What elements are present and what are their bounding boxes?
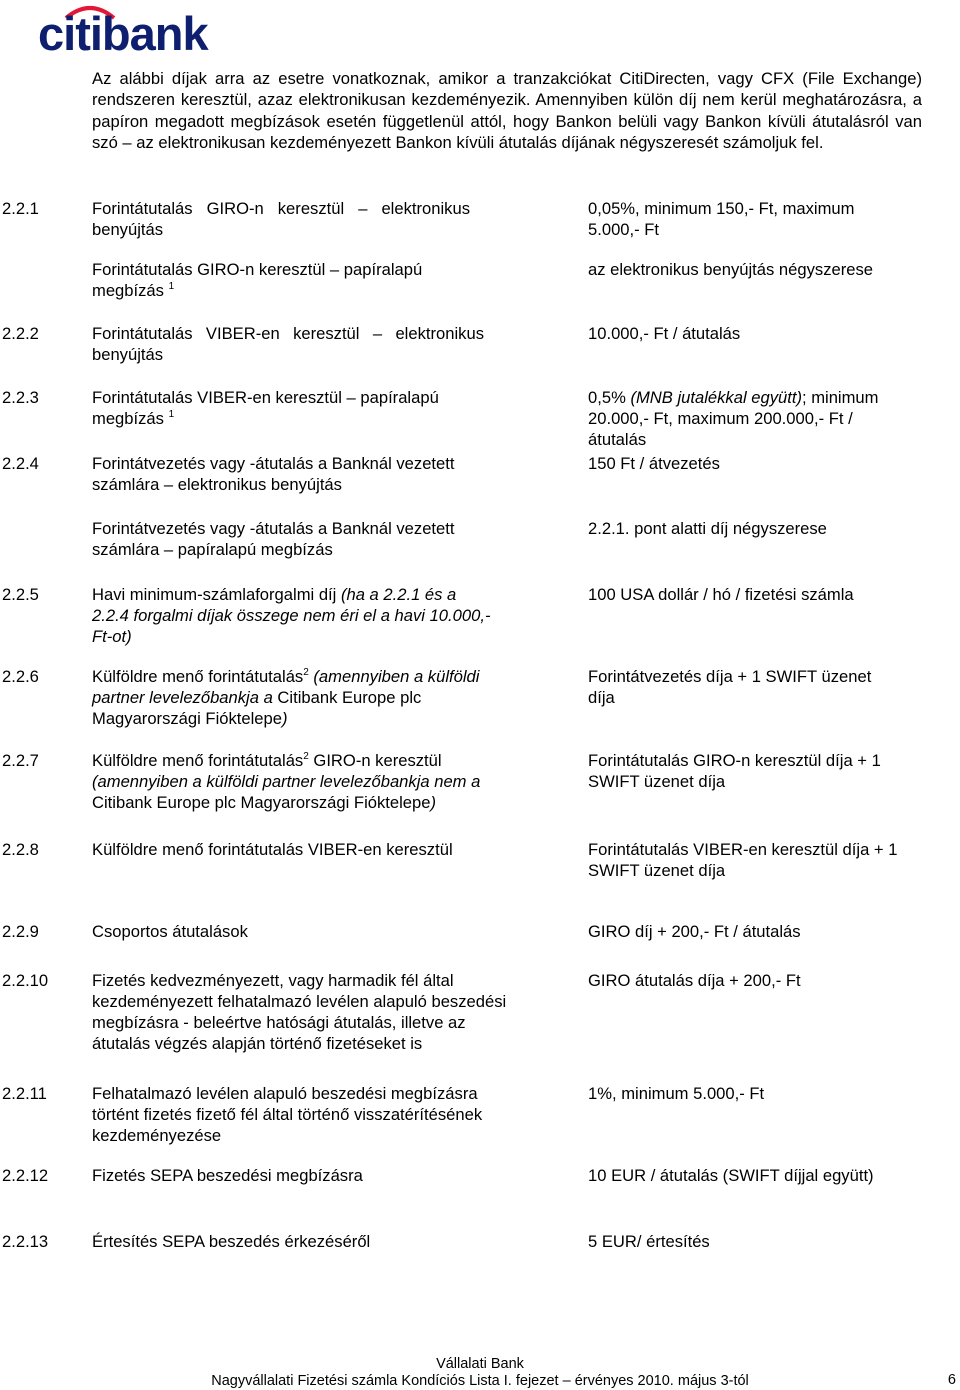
item-number: 2.2.8 <box>2 840 39 859</box>
item-fee: GIRO díj + 200,- Ft / átutalás <box>588 922 801 941</box>
page-number: 6 <box>947 1372 956 1388</box>
item-fee: 10 EUR / átutalás (SWIFT díjjal együtt) <box>588 1166 874 1185</box>
item-description: Külföldre menő forintátutalás$^2$ (amennyiben a külföldi partner levelezőbankja a Citibank Europe plc Magyarországi Fióktelepe) <box>92 667 480 728</box>
item-description: Külföldre menő forintátutalás$^2$ GIRO-n keresztül (amennyiben a külföldi partner levelezőbankja nem a Citibank Europe plc Magyarországi Fióktelepe) <box>92 751 481 812</box>
item-number: 2.2.3 <box>2 388 39 407</box>
item-fee: 5 EUR/ értesítés <box>588 1232 710 1251</box>
item-description: Értesítés SEPA beszedés érkezéséről <box>92 1232 371 1251</box>
item-description: Forintátvezetés vagy -átutalás a Banknál vezetett számlára – papíralapú megbízás <box>92 519 455 559</box>
item-description: Forintátutalás VIBER-en keresztül – elektronikus benyújtás <box>92 324 484 364</box>
item-number: 2.2.9 <box>2 922 39 941</box>
item-description: Fizetés kedvezményezett, vagy harmadik fél által kezdeményezett felhatalmazó levélen alapuló beszedési megbízásra - beleértve hatósági átutalás, illetve az átutalás végzés alapján történő fizetéseket is <box>92 971 507 1053</box>
item-number: 2.2.1 <box>2 199 39 218</box>
item-fee: 0,05%, minimum 150,- Ft, maximum 5.000,- Ft <box>588 199 855 239</box>
item-number: 2.2.6 <box>2 667 39 686</box>
item-number: 2.2.13 <box>2 1232 49 1251</box>
svg-text:citibank: citibank <box>38 7 208 56</box>
item-fee: GIRO átutalás díja + 200,- Ft <box>588 971 801 990</box>
item-description: Csoportos átutalások <box>92 922 248 941</box>
item-fee: Forintátutalás GIRO-n keresztül díja + 1 SWIFT üzenet díja <box>588 751 881 791</box>
item-number: 2.2.4 <box>2 454 39 473</box>
citibank-logo <box>38 4 228 54</box>
item-number: 2.2.12 <box>2 1166 49 1185</box>
item-description: Fizetés SEPA beszedési megbízásra <box>92 1166 363 1185</box>
item-fee: 1%, minimum 5.000,- Ft <box>588 1084 765 1103</box>
item-number: 2.2.11 <box>2 1084 47 1103</box>
item-description: Forintátutalás VIBER-en keresztül – papíralapú megbízás $^1$ <box>92 388 439 428</box>
item-description: Forintátutalás GIRO-n keresztül – elektronikus benyújtás <box>92 199 470 239</box>
item-description: Havi minimum-számlaforgalmi díj (ha a 2.2.1 és a 2.2.4 forgalmi díjak összege nem éri el a havi 10.000,- Ft-ot) <box>92 585 491 646</box>
item-number: 2.2.10 <box>2 971 49 990</box>
item-description: Külföldre menő forintátutalás VIBER-en keresztül <box>92 840 453 859</box>
item-number: 2.2.7 <box>2 751 39 770</box>
item-fee: Forintátvezetés díja + 1 SWIFT üzenet díja <box>588 667 872 707</box>
item-fee: 10.000,- Ft / átutalás <box>588 324 741 343</box>
item-number: 2.2.5 <box>2 585 39 604</box>
item-fee: Forintátutalás VIBER-en keresztül díja + 1 SWIFT üzenet díja <box>588 840 898 880</box>
item-fee: 0,5% (MNB jutalékkal együtt); minimum 20.000,- Ft, maximum 200.000,- Ft / átutalás <box>588 388 879 449</box>
item-fee: 100 USA dollár / hó / fizetési számla <box>588 585 854 604</box>
item-number: 2.2.2 <box>2 324 39 343</box>
footer-document-title: Nagyvállalati Fizetési számla Kondíciós Lista I. fejezet – érvényes 2010. május 3-tól <box>211 1373 749 1389</box>
intro-paragraph: Az alábbi díjak arra az esetre vonatkoznak, amikor a tranzakciókat CitiDirecten, vagy CFX (File Exchange) rendszeren keresztül, azaz elektronikusan kezdeményezik. Amennyiben külön díj nem kerül meghatározásra, a papíron megadott megbízások esetén függetlenül attól, hogy Bankon belüli vagy Bankon kívüli átutalásról van szó – az elektronikusan kezdeményezett Bankon kívüli átutalás díjának négyszeresét számoljuk fel. <box>92 69 922 153</box>
item-fee: 150 Ft / átvezetés <box>588 454 720 473</box>
item-description: Forintátutalás GIRO-n keresztül – papíralapú megbízás $^1$ <box>92 260 423 300</box>
footer-department: Vállalati Bank <box>436 1356 524 1372</box>
item-description: Felhatalmazó levélen alapuló beszedési megbízásra történt fizetés fizető fél által történő visszatérítésének kezdeményezése <box>92 1084 483 1145</box>
item-fee: az elektronikus benyújtás négyszerese <box>588 260 874 279</box>
item-description: Forintátvezetés vagy -átutalás a Banknál vezetett számlára – elektronikus benyújtás <box>92 454 455 494</box>
item-fee: 2.2.1. pont alatti díj négyszerese <box>588 519 827 538</box>
